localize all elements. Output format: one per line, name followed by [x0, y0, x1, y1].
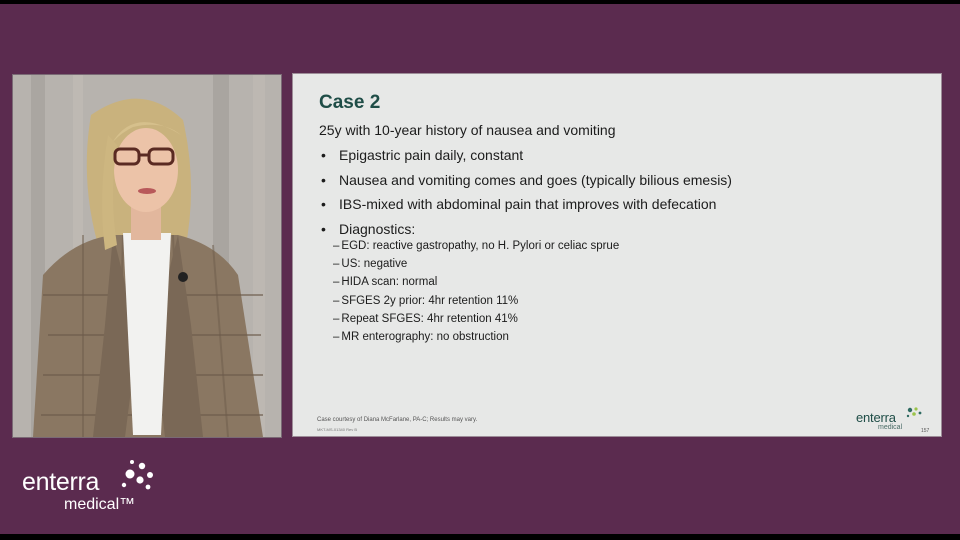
bullet-item: • Diagnostics:: [319, 221, 732, 246]
slide-intro: 25y with 10-year history of nausea and vomiting: [319, 122, 616, 138]
presentation-slide: [292, 73, 942, 437]
slide-logo-word: enterra: [856, 410, 896, 425]
slide-document-code: MKT-MS-01340 Rev B: [317, 427, 358, 432]
slide-logo-sub: medical: [878, 424, 903, 431]
slide-logo: [856, 406, 928, 434]
top-letterbox-bar: [0, 0, 960, 4]
dot-cluster-icon: [118, 458, 158, 492]
diagnostic-item: – SFGES 2y prior: 4hr retention 11%: [333, 294, 619, 312]
brand-logo: [22, 458, 162, 518]
slide-courtesy-note: Case courtesy of Diana McFarlane, PA-C; Results may vary.: [317, 417, 478, 423]
slide-title: Case 2: [319, 92, 381, 113]
diagnostics-list: [333, 239, 619, 348]
slide-number: 157: [921, 428, 930, 434]
bullet-item: • Nausea and vomiting comes and goes (typically bilious emesis): [319, 172, 732, 197]
diagnostic-item: – HIDA scan: normal: [333, 275, 619, 293]
diagnostic-item: – MR enterography: no obstruction: [333, 330, 619, 348]
diagnostic-item: – US: negative: [333, 257, 619, 275]
bullet-item: • Epigastric pain daily, constant: [319, 147, 732, 172]
speaker-video: [12, 74, 282, 438]
diagnostic-item: – EGD: reactive gastropathy, no H. Pylori or celiac sprue: [333, 239, 619, 257]
speaker-illustration: [13, 75, 281, 437]
diagnostic-item: – Repeat SFGES: 4hr retention 41%: [333, 312, 619, 330]
brand-logo-sub: medical™: [64, 496, 136, 513]
dot-cluster-icon: [904, 406, 924, 420]
bottom-letterbox-bar: [0, 534, 960, 540]
bullet-item: • IBS-mixed with abdominal pain that improves with defecation: [319, 196, 732, 221]
slide-bullet-list: [319, 147, 732, 245]
brand-logo-word: enterra: [22, 468, 100, 496]
